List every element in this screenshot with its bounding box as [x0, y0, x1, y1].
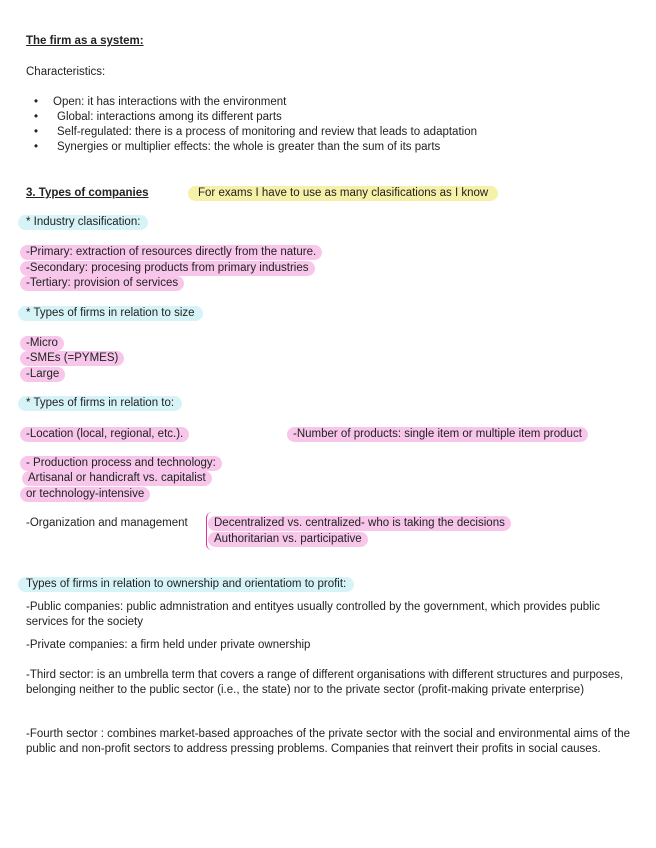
exam-note: For exams I have to use as many clasifications as I know [188, 186, 498, 201]
relation-label: * Types of firms in relation to: [18, 396, 182, 411]
list-item: -Micro [20, 336, 64, 351]
ownership-label: Types of firms in relation to ownership and orientatiom to profit: [18, 577, 354, 592]
list-item: Self-regulated: there is a process of monitoring and review that leads to adaptation [57, 126, 477, 138]
organization-option: Decentralized vs. centralized- who is taking the decisions [208, 516, 511, 531]
characteristics-label: Characteristics: [26, 66, 106, 78]
location-item: -Location (local, regional, etc.). [20, 427, 189, 442]
public-paragraph: -Public companies: public admnistration and entityes usually controlled by the government, which provides public services for the society [26, 601, 601, 628]
private-paragraph: -Private companies: a firm held under private ownership [26, 639, 311, 651]
production-item: - Production process and technology: [20, 456, 222, 471]
organization-option: Authoritarian vs. participative [208, 532, 368, 547]
list-item: -Large [20, 367, 65, 382]
list-item: Synergies or multiplier effects: the whole is greater than the sum of its parts [57, 141, 441, 153]
list-item: -Primary: extraction of resources directly from the nature. [20, 245, 322, 260]
section-heading: 3. Types of companies [26, 187, 149, 199]
list-item: Open: it has interactions with the environment [53, 96, 287, 108]
products-item: -Number of products: single item or multiple item product [287, 427, 588, 442]
list-item: Global: interactions among its different parts [57, 111, 282, 123]
organization-item: -Organization and management [26, 517, 188, 529]
page-heading: The firm as a system: [26, 35, 144, 47]
size-label: * Types of firms in relation to size [18, 306, 203, 321]
list-item: -Secondary: procesing products from primary industries [20, 261, 315, 276]
third-sector-paragraph: -Third sector: is an umbrella term that covers a range of different organisations with different structures and purposes, belonging neither to the public sector (i.e., the state) nor to the private sector (profit-making private enterprise) [26, 669, 624, 696]
bullet-icon: • [34, 96, 39, 108]
bullet-icon: • [34, 141, 39, 153]
fourth-sector-paragraph: -Fourth sector : combines market-based approaches of the private sector with the social and environmental aims of the public and non-profit sectors to address pressing problems. Companies that reinvert their profits in social causes. [26, 728, 631, 755]
bullet-icon: • [34, 111, 39, 123]
production-item: Artisanal or handicraft vs. capitalist [22, 471, 212, 486]
industry-label: * Industry clasification: [18, 215, 148, 230]
bullet-icon: • [34, 126, 39, 138]
production-item: or technology-intensive [20, 487, 150, 502]
list-item: -Tertiary: provision of services [20, 276, 184, 291]
list-item: -SMEs (=PYMES) [20, 351, 124, 366]
